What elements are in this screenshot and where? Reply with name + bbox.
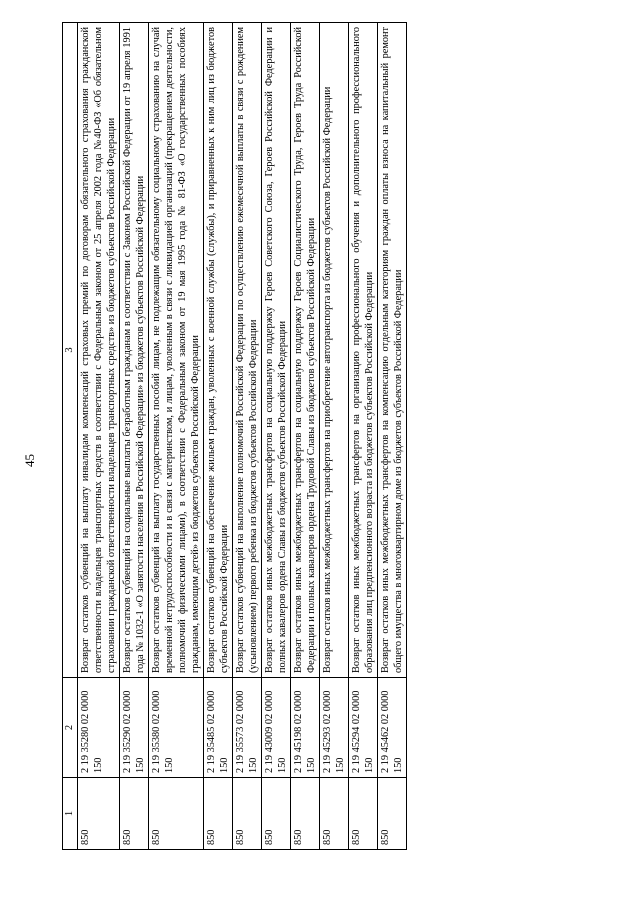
budget-code-cell: 2 19 45294 02 0000 150	[349, 678, 378, 778]
table-row	[233, 23, 262, 850]
table-row	[204, 23, 233, 850]
description-cell: Возврат остатков субвенций на социальные выплаты безработным гражданам в соответствии с Законом Российской Федерации от 19 апреля 1991 года № 1032-1 «О занятости населения в Российской Федерации» из бюджетов субъектов Российской Федерации	[120, 23, 149, 678]
admin-code-cell: 850	[204, 778, 233, 850]
admin-code-cell: 850	[233, 778, 262, 850]
budget-code-cell: 2 19 35290 02 0000 150	[120, 678, 149, 778]
table-row	[320, 23, 349, 850]
admin-code-cell: 850	[291, 778, 320, 850]
table-row	[78, 23, 120, 850]
description-cell: Возврат остатков иных межбюджетных трансфертов на организацию профессионального обучения и дополнительного профессионального образования лиц предпенсионного возраста из бюджетов субъектов Российской Федерации	[349, 23, 378, 678]
budget-code-cell: 2 19 45198 02 0000 150	[291, 678, 320, 778]
budget-code-cell: 2 19 45293 02 0000 150	[320, 678, 349, 778]
budget-code-cell: 2 19 45462 02 0000 150	[378, 678, 407, 778]
description-cell: Возврат остатков субвенций на выплату государственных пособий лицам, не подлежащим обязательному социальному страхованию на случай временной нетрудоспособности и в связи с материнством, и лицам, уволенным в связи с ликвидацией организаций (прекращением деятельности, полномочий физическими лицами), в соответствии с Федеральным законом от 19 мая 1995 года № 81-ФЗ «О государственных пособиях гражданам, имеющим детей» из бюджетов субъектов Российской Федерации	[149, 23, 204, 678]
budget-code-cell: 2 19 35485 02 0000 150	[204, 678, 233, 778]
table-row	[262, 23, 291, 850]
table-header-row	[63, 23, 78, 850]
table-row	[120, 23, 149, 850]
description-cell: Возврат остатков субвенций на обеспечение жильем граждан, уволенных с военной службы (службы), и приравненных к ним лиц из бюджетов субъектов Российской Федерации	[204, 23, 233, 678]
description-cell: Возврат остатков субвенций на выплату инвалидам компенсаций страховых премий по договорам обязательного страхования гражданской ответственности владельцев транспортных средств в соответствии с Федеральным законом от 25 апреля 2002 года №40-ФЗ «Об обязательном страховании гражданской ответственности владельцев транспортных средств» из бюджетов субъектов Российской Федерации	[78, 23, 120, 678]
admin-code-cell: 850	[262, 778, 291, 850]
description-cell: Возврат остатков иных межбюджетных трансфертов на приобретение автотранспорта из бюджетов субъектов Российской Федерации	[320, 23, 349, 678]
budget-code-cell: 2 19 35380 02 0000 150	[149, 678, 204, 778]
admin-code-cell: 850	[349, 778, 378, 850]
admin-code-cell: 850	[320, 778, 349, 850]
table-row	[378, 23, 407, 850]
table-row	[291, 23, 320, 850]
description-cell: Возврат остатков иных межбюджетных трансфертов на компенсацию отдельным категориям граждан оплаты взноса на капитальный ремонт общего имущества в многоквартирном доме из бюджетов субъектов Российской Федерации	[378, 23, 407, 678]
budget-code-cell: 2 19 35280 02 0000 150	[78, 678, 120, 778]
column-header-2: 2	[63, 678, 78, 778]
budget-codes-table	[62, 22, 407, 850]
budget-code-cell: 2 19 43009 02 0000 150	[262, 678, 291, 778]
admin-code-cell: 850	[78, 778, 120, 850]
admin-code-cell: 850	[378, 778, 407, 850]
admin-code-cell: 850	[149, 778, 204, 850]
column-header-1: 1	[63, 778, 78, 850]
page-number: 45	[22, 454, 37, 467]
budget-code-cell: 2 19 35573 02 0000 150	[233, 678, 262, 778]
description-cell: Возврат остатков иных межбюджетных трансфертов на социальную поддержку Героев Советского Союза, Героев Российской Федерации и полных кавалеров ордена Славы из бюджетов субъектов Российской Федерации	[262, 23, 291, 678]
column-header-3: 3	[63, 23, 78, 678]
description-cell: Возврат остатков субвенций на выполнение полномочий Российской Федерации по осуществлению ежемесячной выплаты в связи с рождением (усыновлением) первого ребенка из бюджетов субъектов Российской Федерации	[233, 23, 262, 678]
table-row	[149, 23, 204, 850]
table-row	[349, 23, 378, 850]
description-cell: Возврат остатков иных межбюджетных трансфертов на социальную поддержку Героев Социалистического Труда, Героев Труда Российской Федерации и полных кавалеров ордена Трудовой Славы из бюджетов субъектов Российской Федерации	[291, 23, 320, 678]
admin-code-cell: 850	[120, 778, 149, 850]
